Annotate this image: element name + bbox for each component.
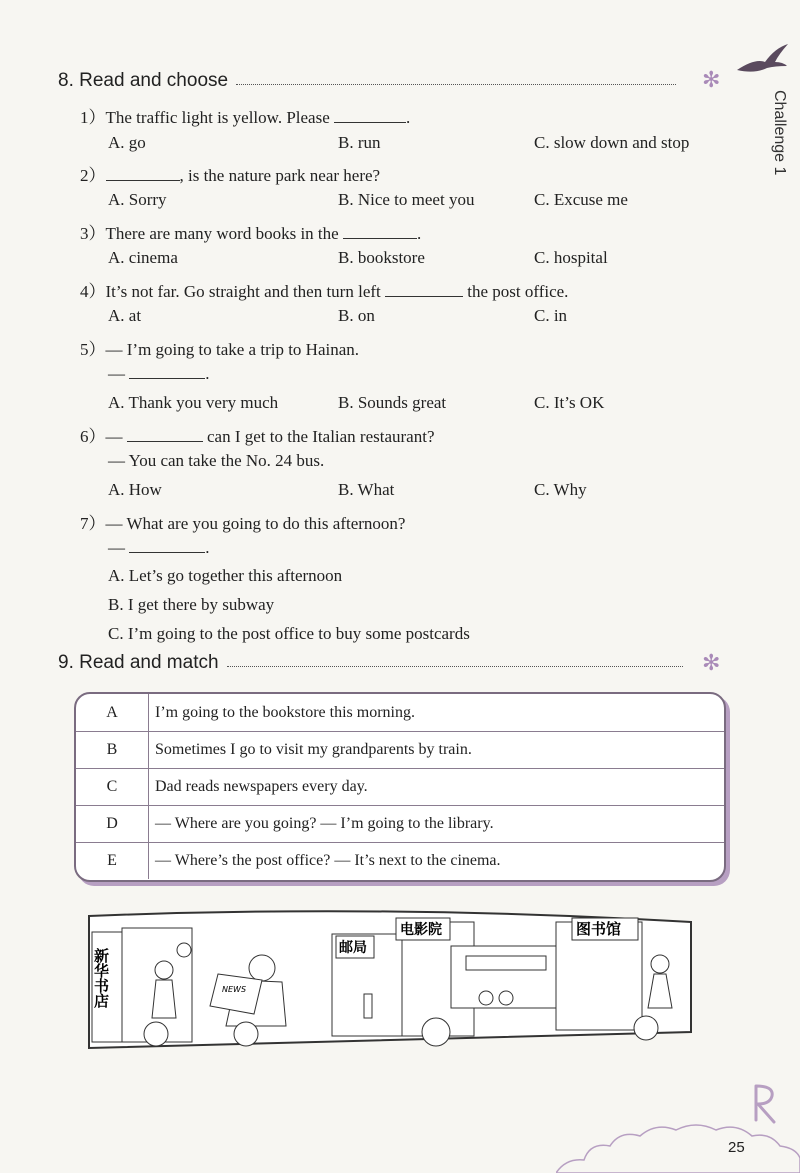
option-a[interactable]: A. Let’s go together this afternoon	[108, 566, 343, 585]
option-c[interactable]: C. Excuse me	[534, 190, 628, 209]
cloud-decoration-icon	[556, 1118, 800, 1173]
question-7: 7）— What are you going to do this afternoon?	[80, 514, 406, 533]
match-row[interactable]	[76, 731, 724, 769]
match-row[interactable]	[76, 768, 724, 806]
answer-blank[interactable]	[385, 282, 463, 297]
post-office-sign: 邮局	[339, 940, 367, 956]
question-7-response: — .	[108, 538, 210, 557]
match-row[interactable]	[76, 694, 724, 732]
option-c[interactable]: C. hospital	[534, 248, 608, 267]
question-6: 6）— can I get to the Italian restaurant?	[80, 427, 435, 446]
answer-blank[interactable]	[129, 538, 205, 553]
answer-blank[interactable]	[106, 166, 180, 181]
option-c[interactable]: C. It’s OK	[534, 393, 605, 412]
match-sentence: I’m going to the bookstore this morning.	[155, 703, 415, 721]
question-5: 5）— I’m going to take a trip to Hainan.	[80, 340, 360, 359]
match-letter: B	[76, 731, 149, 768]
option-c[interactable]: C. slow down and stop	[534, 133, 690, 152]
option-a[interactable]: A. Sorry	[108, 190, 167, 209]
question-4: 4）It’s not far. Go straight and then turn left the post office.	[80, 282, 569, 301]
option-b[interactable]: B. run	[338, 133, 381, 152]
street-illustration	[86, 908, 696, 1053]
match-letter: C	[76, 768, 149, 805]
newspaper-label: NEWS	[222, 985, 247, 994]
section-8-title: 8. Read and choose	[58, 70, 676, 92]
option-a[interactable]: A. go	[108, 133, 146, 152]
question-6-response: — You can take the No. 24 bus.	[108, 451, 325, 470]
match-letter: D	[76, 805, 149, 842]
page-number: 25	[728, 1139, 745, 1156]
question-5-response: — .	[108, 364, 210, 383]
option-a[interactable]: A. at	[108, 306, 142, 325]
question-1: 1）The traffic light is yellow. Please .	[80, 108, 411, 127]
section-9-title: 9. Read and match	[58, 652, 683, 674]
match-row[interactable]	[76, 842, 724, 879]
option-c[interactable]: C. in	[534, 306, 568, 325]
question-3: 3）There are many word books in the .	[80, 224, 422, 243]
option-b[interactable]: B. Sounds great	[338, 393, 447, 412]
option-b[interactable]: B. Nice to meet you	[338, 190, 475, 209]
match-table	[74, 692, 726, 882]
side-tab-label: Challenge 1	[771, 90, 788, 176]
library-sign: 图书馆	[576, 920, 622, 938]
answer-blank[interactable]	[127, 427, 203, 442]
option-c[interactable]: C. Why	[534, 480, 587, 499]
option-b[interactable]: B. bookstore	[338, 248, 425, 267]
match-sentence: — Where are you going? — I’m going to the library.	[155, 814, 494, 832]
match-sentence: Sometimes I go to visit my grandparents by train.	[155, 740, 472, 758]
cinema-sign: 电影院	[400, 922, 442, 938]
option-b[interactable]: B. What	[338, 480, 395, 499]
match-row[interactable]	[76, 805, 724, 843]
option-a[interactable]: A. Thank you very much	[108, 393, 279, 412]
bird-icon	[735, 40, 790, 80]
match-letter: E	[76, 842, 149, 879]
match-letter: A	[76, 694, 149, 731]
asterisk-icon: ✻	[702, 650, 721, 675]
question-2: 2） , is the nature park near here?	[80, 166, 381, 185]
answer-blank[interactable]	[334, 108, 406, 123]
option-a[interactable]: A. cinema	[108, 248, 178, 267]
asterisk-icon: ✻	[702, 67, 721, 92]
answer-blank[interactable]	[129, 364, 205, 379]
option-c[interactable]: C. I’m going to the post office to buy some postcards	[108, 624, 470, 643]
option-a[interactable]: A. How	[108, 480, 162, 499]
match-sentence: — Where’s the post office? — It’s next to the cinema.	[155, 851, 501, 869]
answer-blank[interactable]	[343, 224, 417, 239]
clock-icon	[177, 943, 191, 957]
option-b[interactable]: B. I get there by subway	[108, 595, 275, 614]
bookstore-sign: 新华书店	[92, 948, 110, 1008]
option-b[interactable]: B. on	[338, 306, 375, 325]
match-sentence: Dad reads newspapers every day.	[155, 777, 368, 795]
